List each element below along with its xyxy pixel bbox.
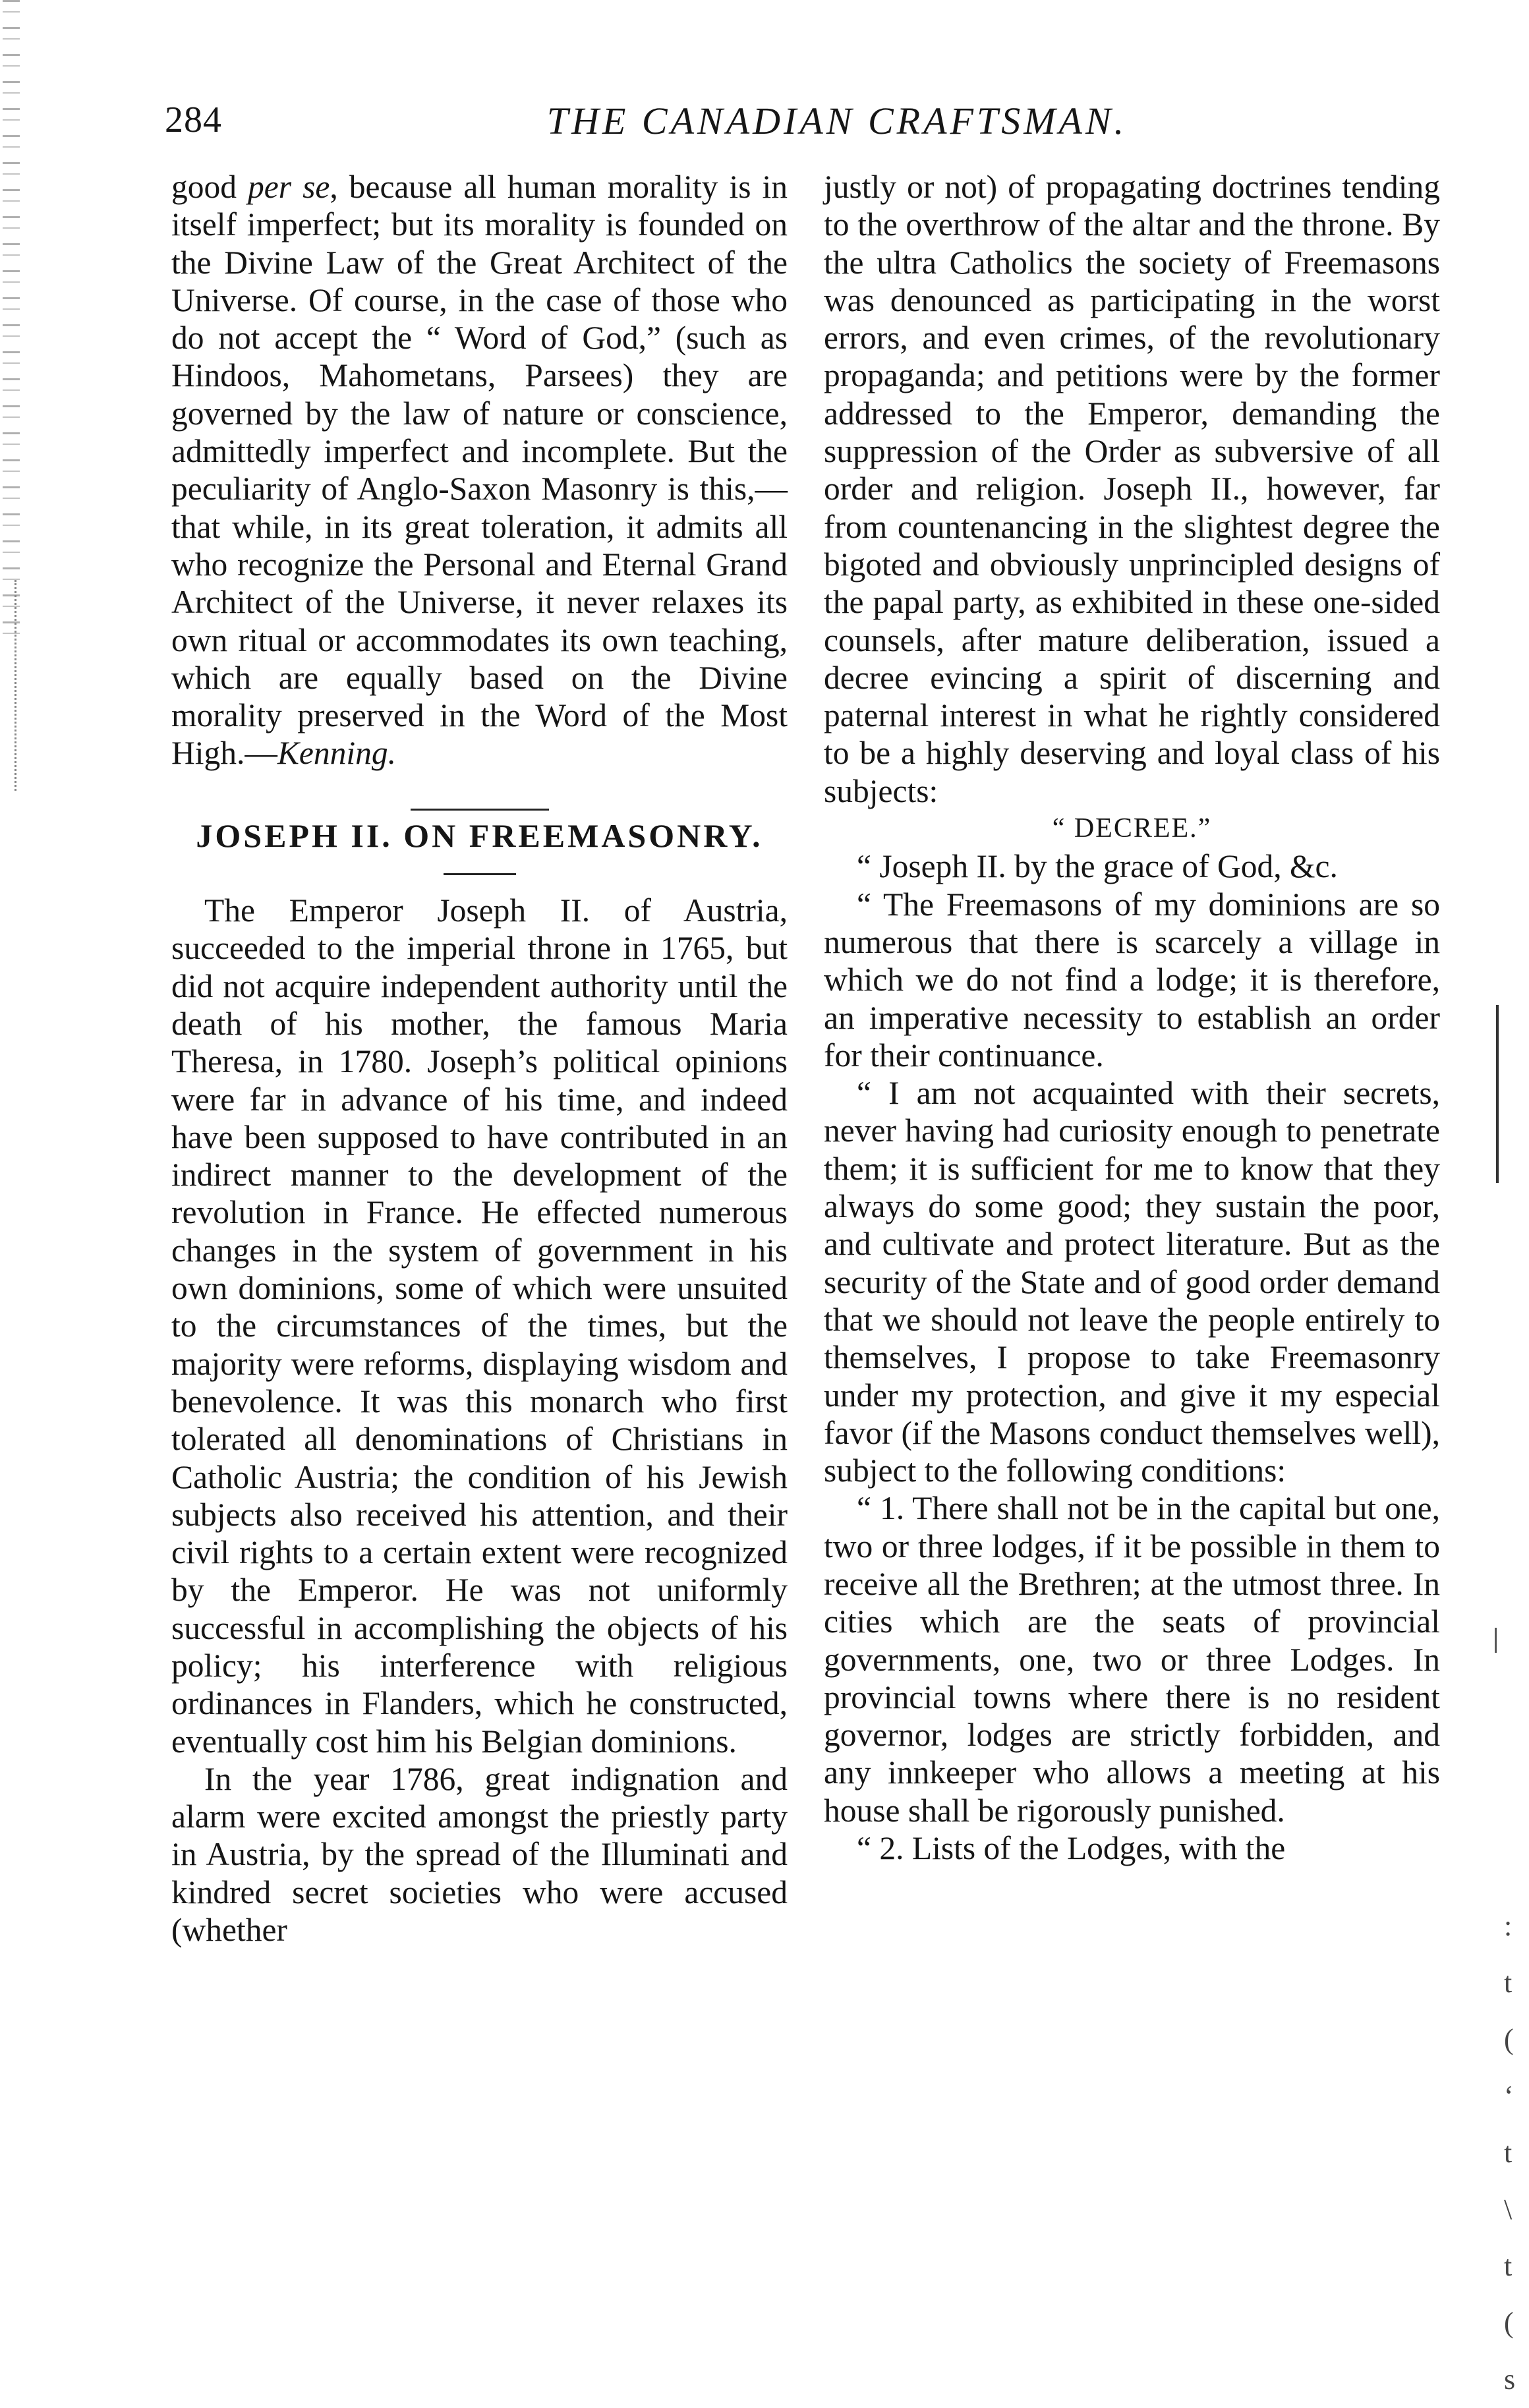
section-divider xyxy=(411,809,549,811)
intro-text-body: , because all human morality is in itself imperfect; but its morality is founded on the Divine Law of the Great Architect of the Universe. Of course, in the case of those who do not accept the “ Word of God,” (such as Hindoos, Mahometans, Parsees) they are governed by the law of nature or conscience, admittedly imperfect and incomplete. But the peculiarity of Anglo-Saxon Masonry is this,—that while, in its great toleration, it admits all who recognize the Personal and Eternal Grand Architect of the Universe, it never relaxes its own ritual or accommodates its own teaching, which are equally based on the Divine morality preserved in the Word of the Most High.— xyxy=(171,169,788,772)
decree-paragraph: “ 2. Lists of the Lodges, with the xyxy=(857,1830,1286,1867)
page-number: 284 xyxy=(165,100,222,140)
page-header xyxy=(0,99,1529,152)
edge-mark-bar xyxy=(1496,1005,1499,1183)
adjacent-page-bleed xyxy=(1504,1898,1524,2408)
article-paragraph: The Emperor Joseph II. of Austria, succeeded to the imperial throne in 1765, but did not acquire independent authority until the death of his mother, the famous Maria Theresa, in 1780. Joseph’s political opinions were far in advance of his time, and indeed have been supposed to have contributed in an indirect manner to the development of the revolution in France. He effected numerous changes in the system of government in his own dominions, some of which were unsuited to the circumstances of the times, but the majority were reforms, displaying wisdom and benevolence. It was this monarch who first tolerated all denominations of Christians in Catholic Austria; the condition of his Jewish subjects also received his attention, and their civil rights to a certain extent were recognized by the Emperor. He was not uniformly successful in accomplishing the objects of his policy; his interference with religious ordinances in Flanders, which he constructed, eventually cost him his Belgian dominions. xyxy=(171,892,788,1760)
decree-title: “ DECREE.” xyxy=(1052,813,1212,844)
bleed-glyph: : xyxy=(1504,1910,1513,1942)
binding-margin-marks xyxy=(3,0,20,646)
left-column xyxy=(171,168,788,1949)
decree-paragraph: “ Joseph II. by the grace of God, &c. xyxy=(857,848,1338,885)
source-attribution: Kenning. xyxy=(277,735,396,772)
right-column xyxy=(824,168,1440,1867)
intro-text-start: good xyxy=(171,169,248,205)
bleed-glyph: ( xyxy=(1504,2023,1514,2055)
bleed-glyph: t xyxy=(1504,2250,1513,2282)
bleed-glyph: \ xyxy=(1504,2193,1513,2225)
intro-latin-phrase: per se xyxy=(248,169,330,205)
decree-paragraph: “ The Freemasons of my dominions are so numerous that there is scarcely a village in which we do not find a lodge; it is therefore, an imperative necessity to establish an order for their continuance. xyxy=(824,886,1440,1074)
decree-paragraph: “ I am not acquainted with their secrets, never having had curiosity enough to penetrate them; it is sufficient for me to know that they always do some good; they sustain the poor, and cultivate and protect literature. But as the security of the State and of good order demand that we should not leave the people entirely to themselves, I propose to take Freemasonry under my protection, and give it my especial favor (if the Masons conduct themselves well), subject to the following conditions: xyxy=(824,1075,1440,1489)
running-title: THE CANADIAN CRAFTSMAN. xyxy=(546,100,1128,142)
section-heading: JOSEPH II. ON FREEMASONRY. xyxy=(196,817,763,854)
bleed-glyph: ( xyxy=(1504,2307,1514,2339)
bleed-glyph: t xyxy=(1504,2136,1513,2169)
bleed-glyph: t xyxy=(1504,1966,1513,1999)
article-paragraph: In the year 1786, great indignation and alarm were excited amongst the priestly party in Austria, by the spread of the Illuminati and kindred secret societies who were accused (whether xyxy=(171,1760,788,1949)
heading-underline xyxy=(444,873,516,875)
edge-mark-tick xyxy=(1495,1628,1497,1653)
bleed-glyph: s xyxy=(1504,2363,1516,2395)
decree-paragraph: “ 1. There shall not be in the capital but one, two or three lodges, if it be possible in them to receive all the Brethren; at the utmost three. In cities which are the seats of provincial governments, one, two or three Lodges. In provincial towns where there is no resident governor, lodges are strictly forbidden, and any innkeeper who allows a meeting at his house shall be rigorously punished. xyxy=(824,1490,1440,1829)
bleed-glyph: ʻ xyxy=(1504,2080,1514,2112)
article-continuation: justly or not) of propagating doctrines tending to the overthrow of the altar and the throne. By the ultra Catholics the society of Freemasons was denounced as participating in the worst errors, and even crimes, of the revolutionary propaganda; and petitions were by the former addressed to the Emperor, demanding the suppression of the Order as subversive of all order and religion. Joseph II., however, far from countenancing in the slightest degree the bigoted and obviously unprincipled designs of the papal party, as exhibited in these one-sided counsels, after mature deliberation, issued a decree evincing a spirit of discerning and paternal interest in what he rightly considered to be a highly deserving and loyal class of his subjects: xyxy=(824,169,1440,809)
intro-paragraph xyxy=(171,168,788,772)
margin-dotted-rule xyxy=(14,580,16,791)
